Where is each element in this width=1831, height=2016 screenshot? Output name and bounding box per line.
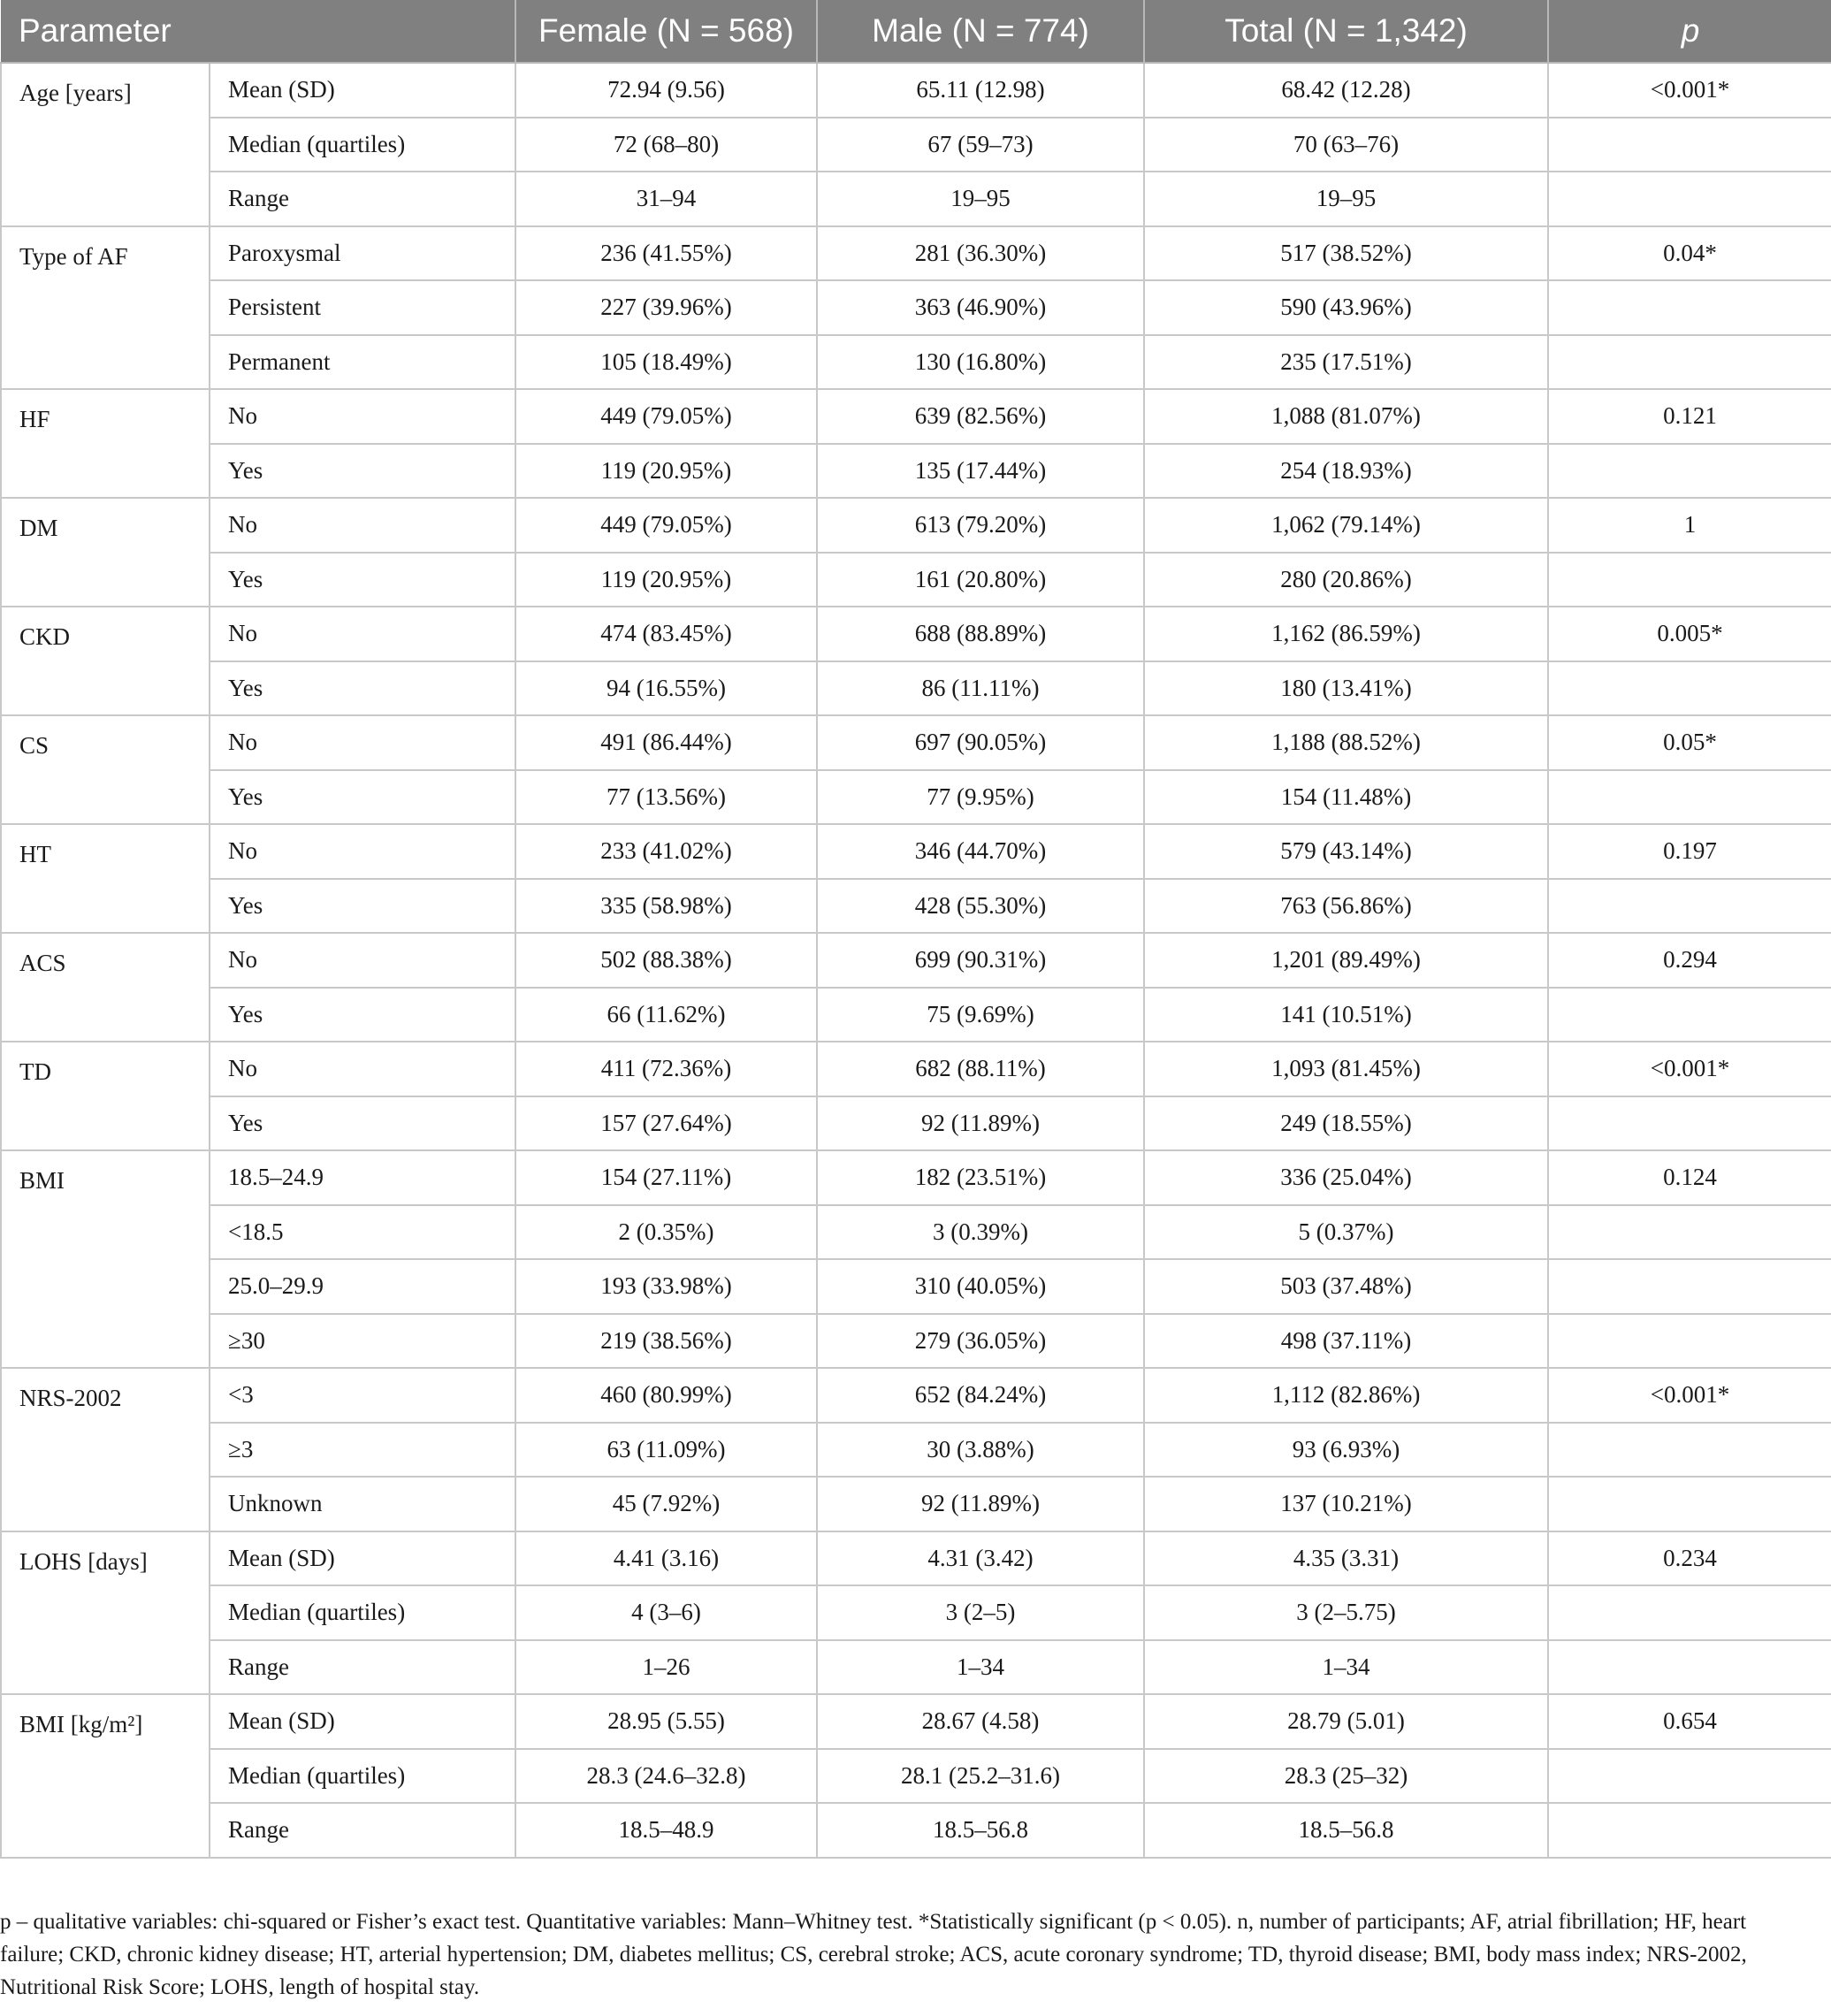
total-cell: 235 (17.51%) — [1144, 335, 1548, 390]
p-value-cell: 0.04* — [1548, 226, 1831, 281]
male-cell: 1–34 — [817, 1640, 1144, 1695]
total-cell: 141 (10.51%) — [1144, 988, 1548, 1042]
subcategory-cell: Unknown — [210, 1477, 515, 1531]
table-row — [1, 1314, 1831, 1369]
total-cell: 1,088 (81.07%) — [1144, 389, 1548, 444]
parameter-cell: NRS-2002 — [1, 1368, 210, 1531]
parameter-cell: CKD — [1, 607, 210, 715]
parameter-cell: TD — [1, 1042, 210, 1150]
table-row — [1, 879, 1831, 934]
p-value-cell: <0.001* — [1548, 63, 1831, 118]
table-row — [1, 498, 1831, 553]
total-cell: 4.35 (3.31) — [1144, 1531, 1548, 1586]
female-cell: 4.41 (3.16) — [515, 1531, 817, 1586]
table-row — [1, 335, 1831, 390]
female-cell: 154 (27.11%) — [515, 1150, 817, 1205]
total-cell: 280 (20.86%) — [1144, 553, 1548, 607]
male-cell: 310 (40.05%) — [817, 1259, 1144, 1314]
subcategory-cell: Median (quartiles) — [210, 1749, 515, 1804]
table-row — [1, 118, 1831, 172]
p-value-cell: 0.197 — [1548, 824, 1831, 879]
p-value-cell — [1548, 879, 1831, 934]
total-cell: 154 (11.48%) — [1144, 770, 1548, 825]
male-cell: 92 (11.89%) — [817, 1477, 1144, 1531]
p-value-cell: 0.05* — [1548, 715, 1831, 770]
table-body — [1, 63, 1831, 1858]
female-cell: 28.3 (24.6–32.8) — [515, 1749, 817, 1804]
p-value-cell — [1548, 444, 1831, 499]
table-row — [1, 715, 1831, 770]
male-cell: 65.11 (12.98) — [817, 63, 1144, 118]
total-cell: 1–34 — [1144, 1640, 1548, 1695]
p-value-cell — [1548, 553, 1831, 607]
subcategory-cell: 25.0–29.9 — [210, 1259, 515, 1314]
p-value-cell — [1548, 1585, 1831, 1640]
table-row — [1, 824, 1831, 879]
total-cell: 93 (6.93%) — [1144, 1423, 1548, 1478]
male-cell: 688 (88.89%) — [817, 607, 1144, 661]
female-cell: 2 (0.35%) — [515, 1205, 817, 1260]
subcategory-cell: Yes — [210, 444, 515, 499]
table-footnote: p – qualitative variables: chi-squared or Fisher’s exact test. Quantitative variables: Mann–Whitney test. *Statistically significant (p < 0.05). n, number of participants; AF, atrial fibrillation; HF, heart failure; CKD, chronic kidney disease; HT, arterial hypertension; DM, diabetes mellitus; CS, cerebral stroke; ACS, acute coronary syndrome; TD, thyroid disease; BMI, body mass index; NRS-2002, Nutritional Risk Score; LOHS, length of hospital stay. — [0, 1910, 1747, 1999]
male-cell: 613 (79.20%) — [817, 498, 1144, 553]
male-cell: 346 (44.70%) — [817, 824, 1144, 879]
female-cell: 502 (88.38%) — [515, 933, 817, 988]
table-row — [1, 661, 1831, 716]
subcategory-cell: ≥3 — [210, 1423, 515, 1478]
p-value-cell: 0.121 — [1548, 389, 1831, 444]
subcategory-cell: No — [210, 498, 515, 553]
table-row — [1, 1042, 1831, 1096]
male-cell: 639 (82.56%) — [817, 389, 1144, 444]
p-value-cell — [1548, 661, 1831, 716]
female-cell: 94 (16.55%) — [515, 661, 817, 716]
male-cell: 92 (11.89%) — [817, 1096, 1144, 1151]
header-p: p — [1548, 0, 1831, 63]
subcategory-cell: Yes — [210, 988, 515, 1042]
total-cell: 70 (63–76) — [1144, 118, 1548, 172]
male-cell: 279 (36.05%) — [817, 1314, 1144, 1369]
male-cell: 75 (9.69%) — [817, 988, 1144, 1042]
subcategory-cell: Persistent — [210, 280, 515, 335]
male-cell: 30 (3.88%) — [817, 1423, 1144, 1478]
male-cell: 3 (2–5) — [817, 1585, 1144, 1640]
p-value-cell — [1548, 280, 1831, 335]
subcategory-cell: Range — [210, 1803, 515, 1858]
female-cell: 449 (79.05%) — [515, 389, 817, 444]
female-cell: 227 (39.96%) — [515, 280, 817, 335]
p-value-cell: 0.234 — [1548, 1531, 1831, 1586]
female-cell: 45 (7.92%) — [515, 1477, 817, 1531]
total-cell: 517 (38.52%) — [1144, 226, 1548, 281]
table-row — [1, 1749, 1831, 1804]
parameter-cell: DM — [1, 498, 210, 607]
total-cell: 28.3 (25–32) — [1144, 1749, 1548, 1804]
female-cell: 491 (86.44%) — [515, 715, 817, 770]
male-cell: 182 (23.51%) — [817, 1150, 1144, 1205]
p-value-cell: 0.005* — [1548, 607, 1831, 661]
subcategory-cell: Yes — [210, 1096, 515, 1151]
table-row — [1, 444, 1831, 499]
subcategory-cell: Mean (SD) — [210, 63, 515, 118]
male-cell: 281 (36.30%) — [817, 226, 1144, 281]
female-cell: 4 (3–6) — [515, 1585, 817, 1640]
total-cell: 180 (13.41%) — [1144, 661, 1548, 716]
p-value-cell: 0.294 — [1548, 933, 1831, 988]
total-cell: 68.42 (12.28) — [1144, 63, 1548, 118]
female-cell: 474 (83.45%) — [515, 607, 817, 661]
table-row — [1, 1640, 1831, 1695]
subcategory-cell: ≥30 — [210, 1314, 515, 1369]
female-cell: 77 (13.56%) — [515, 770, 817, 825]
subcategory-cell: Median (quartiles) — [210, 1585, 515, 1640]
subcategory-cell: Paroxysmal — [210, 226, 515, 281]
subcategory-cell: <3 — [210, 1368, 515, 1423]
p-value-cell — [1548, 1640, 1831, 1695]
male-cell: 28.1 (25.2–31.6) — [817, 1749, 1144, 1804]
p-value-cell: 0.654 — [1548, 1694, 1831, 1749]
table-row — [1, 1096, 1831, 1151]
female-cell: 236 (41.55%) — [515, 226, 817, 281]
subcategory-cell: Median (quartiles) — [210, 118, 515, 172]
subcategory-cell: No — [210, 824, 515, 879]
table-row — [1, 1368, 1831, 1423]
subcategory-cell: Yes — [210, 770, 515, 825]
parameter-cell: BMI [kg/m²] — [1, 1694, 210, 1858]
table-row — [1, 389, 1831, 444]
subcategory-cell: No — [210, 607, 515, 661]
male-cell: 161 (20.80%) — [817, 553, 1144, 607]
table-row — [1, 607, 1831, 661]
subcategory-cell: Permanent — [210, 335, 515, 390]
table-row — [1, 280, 1831, 335]
male-cell: 86 (11.11%) — [817, 661, 1144, 716]
p-value-cell: <0.001* — [1548, 1042, 1831, 1096]
subcategory-cell: Mean (SD) — [210, 1531, 515, 1586]
total-cell: 19–95 — [1144, 172, 1548, 226]
p-value-cell: 0.124 — [1548, 1150, 1831, 1205]
total-cell: 1,201 (89.49%) — [1144, 933, 1548, 988]
total-cell: 590 (43.96%) — [1144, 280, 1548, 335]
subcategory-cell: Yes — [210, 661, 515, 716]
p-value-cell — [1548, 172, 1831, 226]
header-parameter: Parameter — [1, 0, 515, 63]
total-cell: 498 (37.11%) — [1144, 1314, 1548, 1369]
female-cell: 411 (72.36%) — [515, 1042, 817, 1096]
female-cell: 335 (58.98%) — [515, 879, 817, 934]
table-row — [1, 226, 1831, 281]
total-cell: 503 (37.48%) — [1144, 1259, 1548, 1314]
table-row — [1, 1150, 1831, 1205]
table-row — [1, 933, 1831, 988]
header-total: Total (N = 1,342) — [1144, 0, 1548, 63]
female-cell: 105 (18.49%) — [515, 335, 817, 390]
female-cell: 119 (20.95%) — [515, 553, 817, 607]
total-cell: 5 (0.37%) — [1144, 1205, 1548, 1260]
male-cell: 697 (90.05%) — [817, 715, 1144, 770]
male-cell: 28.67 (4.58) — [817, 1694, 1144, 1749]
parameter-cell: Type of AF — [1, 226, 210, 390]
subcategory-cell: No — [210, 389, 515, 444]
subcategory-cell: No — [210, 933, 515, 988]
table-header — [1, 0, 1831, 63]
table-row — [1, 1531, 1831, 1586]
female-cell: 72 (68–80) — [515, 118, 817, 172]
male-cell: 363 (46.90%) — [817, 280, 1144, 335]
male-cell: 4.31 (3.42) — [817, 1531, 1144, 1586]
p-value-cell — [1548, 1423, 1831, 1478]
p-value-cell — [1548, 118, 1831, 172]
total-cell: 1,062 (79.14%) — [1144, 498, 1548, 553]
subcategory-cell: 18.5–24.9 — [210, 1150, 515, 1205]
subcategory-cell: <18.5 — [210, 1205, 515, 1260]
p-value-cell — [1548, 1205, 1831, 1260]
female-cell: 460 (80.99%) — [515, 1368, 817, 1423]
parameter-cell: LOHS [days] — [1, 1531, 210, 1695]
table-row — [1, 1803, 1831, 1858]
total-cell: 3 (2–5.75) — [1144, 1585, 1548, 1640]
table-row — [1, 1694, 1831, 1749]
total-cell: 28.79 (5.01) — [1144, 1694, 1548, 1749]
subcategory-cell: Mean (SD) — [210, 1694, 515, 1749]
total-cell: 579 (43.14%) — [1144, 824, 1548, 879]
parameter-cell: CS — [1, 715, 210, 824]
table-row — [1, 988, 1831, 1042]
total-cell: 254 (18.93%) — [1144, 444, 1548, 499]
subcategory-cell: No — [210, 715, 515, 770]
female-cell: 219 (38.56%) — [515, 1314, 817, 1369]
parameter-cell: BMI — [1, 1150, 210, 1368]
p-value-cell — [1548, 1096, 1831, 1151]
parameter-cell: ACS — [1, 933, 210, 1042]
table-row — [1, 770, 1831, 825]
header-female: Female (N = 568) — [515, 0, 817, 63]
female-cell: 18.5–48.9 — [515, 1803, 817, 1858]
female-cell: 157 (27.64%) — [515, 1096, 817, 1151]
subcategory-cell: No — [210, 1042, 515, 1096]
female-cell: 63 (11.09%) — [515, 1423, 817, 1478]
table-row — [1, 1259, 1831, 1314]
female-cell: 28.95 (5.55) — [515, 1694, 817, 1749]
female-cell: 193 (33.98%) — [515, 1259, 817, 1314]
subcategory-cell: Range — [210, 1640, 515, 1695]
female-cell: 1–26 — [515, 1640, 817, 1695]
male-cell: 19–95 — [817, 172, 1144, 226]
subcategory-cell: Yes — [210, 879, 515, 934]
female-cell: 31–94 — [515, 172, 817, 226]
female-cell: 449 (79.05%) — [515, 498, 817, 553]
total-cell: 1,188 (88.52%) — [1144, 715, 1548, 770]
p-value-cell — [1548, 335, 1831, 390]
parameter-cell: Age [years] — [1, 63, 210, 226]
total-cell: 249 (18.55%) — [1144, 1096, 1548, 1151]
p-value-cell — [1548, 1314, 1831, 1369]
table-row — [1, 1585, 1831, 1640]
female-cell: 233 (41.02%) — [515, 824, 817, 879]
male-cell: 135 (17.44%) — [817, 444, 1144, 499]
subcategory-cell: Range — [210, 172, 515, 226]
p-value-cell — [1548, 770, 1831, 825]
male-cell: 77 (9.95%) — [817, 770, 1144, 825]
male-cell: 130 (16.80%) — [817, 335, 1144, 390]
header-male: Male (N = 774) — [817, 0, 1144, 63]
male-cell: 67 (59–73) — [817, 118, 1144, 172]
p-value-cell — [1548, 1259, 1831, 1314]
male-cell: 3 (0.39%) — [817, 1205, 1144, 1260]
p-value-cell: <0.001* — [1548, 1368, 1831, 1423]
p-value-cell — [1548, 1803, 1831, 1858]
p-value-cell — [1548, 988, 1831, 1042]
table-row — [1, 63, 1831, 118]
p-value-cell: 1 — [1548, 498, 1831, 553]
female-cell: 66 (11.62%) — [515, 988, 817, 1042]
female-cell: 119 (20.95%) — [515, 444, 817, 499]
total-cell: 1,112 (82.86%) — [1144, 1368, 1548, 1423]
male-cell: 682 (88.11%) — [817, 1042, 1144, 1096]
table-row — [1, 172, 1831, 226]
female-cell: 72.94 (9.56) — [515, 63, 817, 118]
male-cell: 699 (90.31%) — [817, 933, 1144, 988]
total-cell: 137 (10.21%) — [1144, 1477, 1548, 1531]
table-row — [1, 553, 1831, 607]
table-row — [1, 1205, 1831, 1260]
total-cell: 336 (25.04%) — [1144, 1150, 1548, 1205]
male-cell: 652 (84.24%) — [817, 1368, 1144, 1423]
table-row — [1, 1477, 1831, 1531]
total-cell: 1,093 (81.45%) — [1144, 1042, 1548, 1096]
p-value-cell — [1548, 1749, 1831, 1804]
subcategory-cell: Yes — [210, 553, 515, 607]
male-cell: 428 (55.30%) — [817, 879, 1144, 934]
total-cell: 18.5–56.8 — [1144, 1803, 1548, 1858]
parameter-cell: HT — [1, 824, 210, 933]
male-cell: 18.5–56.8 — [817, 1803, 1144, 1858]
table-row — [1, 1423, 1831, 1478]
total-cell: 1,162 (86.59%) — [1144, 607, 1548, 661]
p-value-cell — [1548, 1477, 1831, 1531]
parameter-cell: HF — [1, 389, 210, 498]
total-cell: 763 (56.86%) — [1144, 879, 1548, 934]
